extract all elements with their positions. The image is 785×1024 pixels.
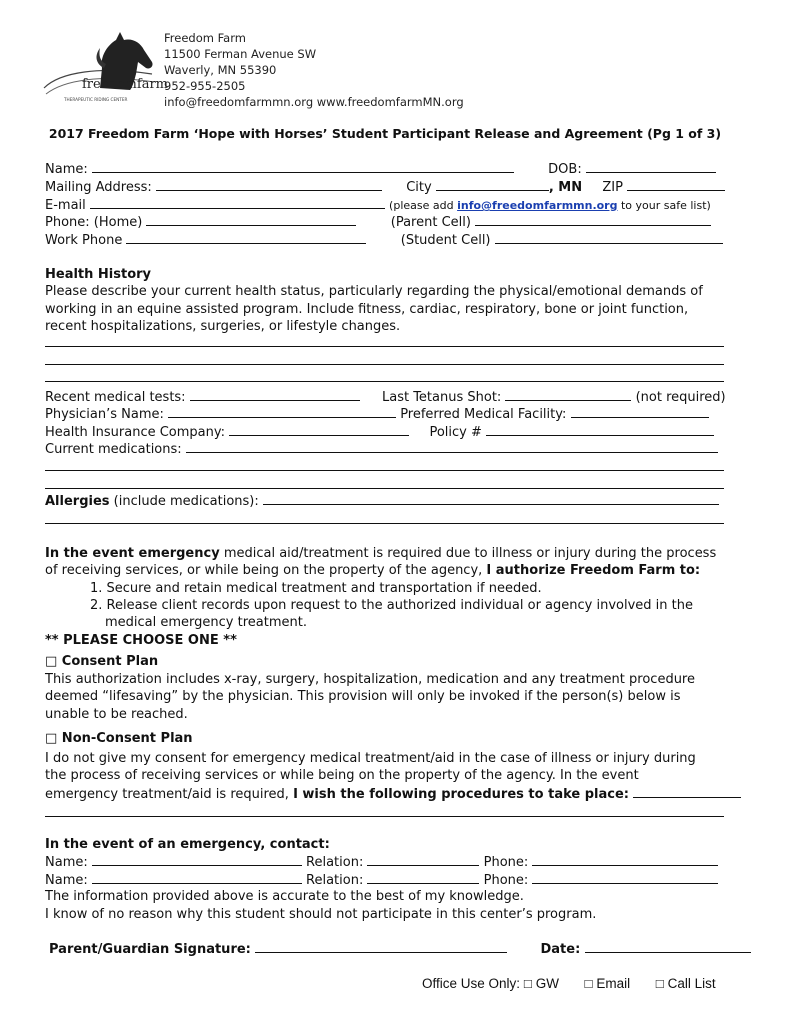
work-phone-row (45, 231, 725, 249)
allergies-answer-line[interactable] (45, 523, 724, 524)
mailing-address-field[interactable] (156, 178, 382, 191)
emergency-contact-row: Name: Relation: Phone: (45, 871, 725, 889)
office-use-row (422, 976, 716, 991)
authorization-item-1: 1. Secure and retain medical treatment and transportation if needed. (90, 581, 542, 596)
organization-address (164, 30, 464, 110)
allergies-field[interactable] (263, 492, 719, 505)
contact-phone-field[interactable] (532, 871, 718, 884)
date-label: Date: (540, 942, 581, 957)
physician-field[interactable] (168, 405, 396, 418)
medications-answer-line[interactable] (45, 470, 724, 471)
health-answer-line[interactable] (45, 346, 724, 347)
accuracy-statement: The information provided above is accurate to the best of my knowledge. (45, 889, 524, 904)
mailing-label: Mailing Address: (45, 180, 152, 195)
insurance-label: Health Insurance Company: (45, 425, 226, 440)
health-instructions-line-2: working in an equine assisted program. Include fitness, cardiac, respiratory, bone or joint function, (45, 302, 689, 317)
city-label: City (406, 180, 432, 195)
svg-text:THERAPEUTIC RIDING CENTER: THERAPEUTIC RIDING CENTER (64, 97, 128, 102)
health-instructions-line-3: recent hospitalizations, surgeries, or lifestyle changes. (45, 319, 401, 334)
signature-label: Parent/Guardian Signature: (49, 942, 251, 957)
safe-list-email-link[interactable]: info@freedomfarmmn.org (457, 199, 618, 212)
mailing-row (45, 178, 725, 196)
org-street: 11500 Ferman Avenue SW (164, 47, 317, 61)
org-email-web: info@freedomfarmmn.org www.freedomfarmMN.org (164, 95, 464, 109)
city-field[interactable] (436, 178, 549, 191)
document-title: 2017 Freedom Farm ‘Hope with Horses’ Student Participant Release and Agreement (Pg 1 of 3) (48, 126, 722, 141)
medications-field[interactable] (186, 440, 718, 453)
authorization-item-2: 2. Release client records upon request to the authorized individual or agency involved in the (90, 598, 693, 613)
emergency-contact-row: Name: Relation: Phone: (45, 853, 725, 871)
choose-one-heading: ** PLEASE CHOOSE ONE ** (45, 633, 237, 648)
medications-label: Current medications: (45, 442, 182, 457)
nonconsent-text-line-1: I do not give my consent for emergency medical treatment/aid in the case of illness or injury during (45, 751, 696, 766)
contact-phone-field[interactable] (532, 853, 718, 866)
health-answer-line[interactable] (45, 381, 724, 382)
physician-label: Physician’s Name: (45, 407, 164, 422)
insurance-field[interactable] (229, 423, 409, 436)
org-phone: 952-955-2505 (164, 79, 246, 93)
consent-plan-checkbox[interactable]: □ Consent Plan (45, 654, 159, 669)
email-label: E-mail (45, 198, 86, 213)
phone-home-label: Phone: (Home) (45, 215, 143, 230)
state-label: , MN (548, 180, 583, 195)
name-dob-row (45, 160, 725, 178)
gw-checkbox[interactable]: □ GW (523, 976, 559, 991)
nonconsent-text-line-2: the process of receiving services or while being on the property of the agency. In the event (45, 768, 639, 783)
non-consent-plan-checkbox[interactable]: □ Non-Consent Plan (45, 731, 193, 746)
date-field[interactable] (585, 940, 751, 953)
contact-name-field[interactable] (92, 853, 302, 866)
student-cell-field[interactable] (495, 231, 723, 244)
call-list-checkbox[interactable]: □ Call List (655, 976, 716, 991)
emergency-paragraph-line-1: In the event emergency medical aid/treatment is required due to illness or injury during the process (45, 546, 717, 561)
student-cell-label: (Student Cell) (400, 233, 491, 248)
health-instructions-line-1: Please describe your current health status, particularly regarding the physical/emotional demands of (45, 284, 703, 299)
recent-tests-label: Recent medical tests: (45, 390, 186, 405)
signature-field[interactable] (255, 940, 507, 953)
procedures-answer-line[interactable] (45, 816, 724, 817)
participation-statement: I know of no reason why this student should not participate in this center’s program. (45, 907, 597, 922)
allergies-note: (include medications): (109, 494, 259, 509)
email-field[interactable] (90, 196, 385, 209)
facility-field[interactable] (571, 405, 709, 418)
parent-cell-field[interactable] (475, 213, 711, 226)
email-note: (please add info@freedomfarmmn.org to your safe list) (389, 199, 711, 212)
tetanus-label: Last Tetanus Shot: (381, 390, 502, 405)
signature-row (49, 940, 729, 958)
facility-label: Preferred Medical Facility: (400, 407, 567, 422)
procedures-field[interactable] (633, 785, 741, 798)
email-checkbox[interactable]: □ Email (584, 976, 631, 991)
policy-label: Policy # (429, 425, 482, 440)
horse-logo-icon (40, 28, 168, 104)
org-name: Freedom Farm (164, 31, 246, 45)
authorization-item-2-cont: medical emergency treatment. (105, 615, 307, 630)
email-row (45, 196, 725, 214)
allergies-label: Allergies (45, 494, 110, 509)
zip-label: ZIP (602, 180, 623, 195)
dob-field[interactable] (586, 160, 716, 173)
phone-home-row (45, 213, 725, 231)
svg-text:freedomfarm: freedomfarm (82, 77, 168, 92)
parent-cell-label: (Parent Cell) (390, 215, 471, 230)
consent-text-line-1: This authorization includes x-ray, surgery, hospitalization, medication and any treatment procedure (45, 672, 695, 687)
dob-label: DOB: (548, 162, 582, 177)
phone-home-field[interactable] (146, 213, 356, 226)
recent-tests-field[interactable] (190, 388, 360, 401)
insurance-row (45, 423, 725, 441)
contact-name-field[interactable] (92, 871, 302, 884)
health-history-heading: Health History (45, 267, 152, 282)
policy-field[interactable] (486, 423, 714, 436)
medications-row (45, 440, 725, 458)
zip-field[interactable] (627, 178, 725, 191)
work-phone-field[interactable] (126, 231, 366, 244)
name-field[interactable] (92, 160, 514, 173)
allergies-row (45, 492, 725, 510)
emergency-contact-heading: In the event of an emergency, contact: (45, 837, 330, 852)
org-city-state: Waverly, MN 55390 (164, 63, 277, 77)
medications-answer-line[interactable] (45, 488, 724, 489)
not-required-note: (not required) (635, 390, 726, 405)
consent-text-line-2: deemed “lifesaving” by the physician. This provision will only be invoked if the person(s) below is (45, 689, 681, 704)
work-phone-label: Work Phone (45, 233, 123, 248)
office-use-label: Office Use Only: (422, 976, 521, 991)
consent-text-line-3: unable to be reached. (45, 707, 188, 722)
physician-row (45, 405, 725, 423)
emergency-paragraph-line-2: of receiving services, or while being on the property of the agency, I authorize Freedom Farm to: (45, 563, 701, 578)
health-answer-line[interactable] (45, 364, 724, 365)
tests-tetanus-row (45, 388, 725, 406)
contact-relation-field[interactable] (367, 871, 479, 884)
nonconsent-text-line-3: emergency treatment/aid is required, I wish the following procedures to take place: (45, 785, 725, 803)
name-label: Name: (45, 162, 88, 177)
contact-relation-field[interactable] (367, 853, 479, 866)
tetanus-field[interactable] (505, 388, 631, 401)
